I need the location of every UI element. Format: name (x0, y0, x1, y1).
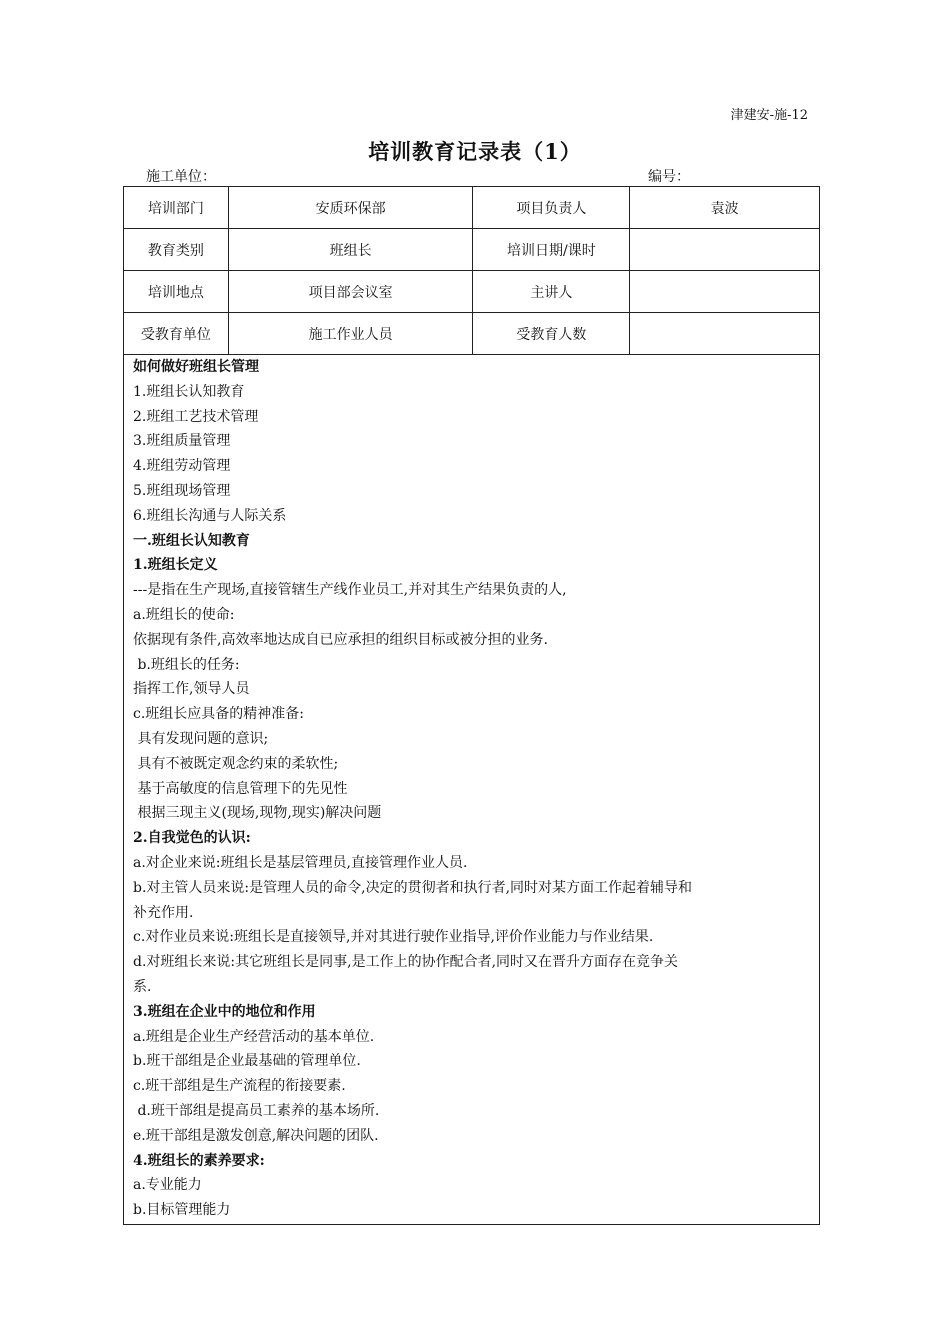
content-line: c.班干部组是生产流程的衔接要素. (133, 1078, 346, 1095)
field-value: 袁波 (630, 187, 820, 229)
content-line: 5.班组现场管理 (133, 482, 231, 499)
content-heading: 3.班组在企业中的地位和作用 (133, 1003, 316, 1020)
field-label: 受教育单位 (124, 313, 229, 355)
content-line: b.班组长的任务: (133, 656, 240, 673)
page-title: 培训教育记录表（1） (368, 139, 582, 164)
field-value (630, 229, 820, 271)
content-line: 6.班组长沟通与人际关系 (133, 507, 287, 524)
field-label: 教育类别 (124, 229, 229, 271)
content-line: 根据三现主义(现场,现物,现实)解决问题 (133, 805, 382, 822)
content-line: b.目标管理能力 (133, 1202, 231, 1219)
info-table (123, 186, 820, 355)
content-line: 2.班组工艺技术管理 (133, 408, 259, 425)
field-label: 主讲人 (473, 271, 630, 313)
content-line: b.班干部组是企业最基础的管理单位. (133, 1053, 361, 1070)
info-row (124, 271, 820, 313)
content-line: 具有不被既定观念约束的柔软性; (133, 755, 339, 772)
content-line: 1.班组长认知教育 (133, 383, 245, 400)
content-line: a.对企业来说:班组长是基层管理员,直接管理作业人员. (133, 854, 468, 871)
field-value (630, 271, 820, 313)
content-line: 具有发现问题的意识; (133, 730, 269, 747)
field-label: 培训部门 (124, 187, 229, 229)
field-value: 安质环保部 (228, 187, 473, 229)
content-line: 指挥工作,领导人员 (133, 681, 250, 698)
document-code: 津建安-施-12 (730, 108, 808, 123)
field-value: 班组长 (228, 229, 473, 271)
content-line: b.对主管人员来说:是管理人员的命令,决定的贯彻者和执行者,同时对某方面工作起着辅导和 (133, 879, 693, 896)
content-line: 补充作用. (133, 904, 194, 921)
content-heading: 如何做好班组长管理 (133, 359, 259, 375)
field-value: 项目部会议室 (228, 271, 473, 313)
content-line: c.对作业员来说:班组长是直接领导,并对其进行驶作业指导,评价作业能力与作业结果. (133, 929, 654, 946)
field-label: 培训地点 (124, 271, 229, 313)
info-row (124, 229, 820, 271)
content-line: 依据现有条件,高效率地达成自已应承担的组织目标或被分担的业务. (133, 631, 548, 648)
content-line: 系. (133, 978, 152, 995)
construction-unit-label: 施工单位： (146, 169, 216, 185)
content-line: ---是指在生产现场,直接管辖生产线作业员工,并对其生产结果负责的人, (133, 582, 567, 599)
content-heading: 4.班组长的素养要求: (133, 1152, 265, 1169)
content-heading: 一.班组长认知教育 (133, 532, 250, 549)
content-line: a.班组是企业生产经营活动的基本单位. (133, 1028, 375, 1045)
content-line: 基于高敏度的信息管理下的先见性 (133, 780, 348, 797)
content-line: a.专业能力 (133, 1177, 202, 1194)
content-line: 3.班组质量管理 (133, 433, 231, 450)
content-line: e.班干部组是激发创意,解决问题的团队. (133, 1127, 379, 1144)
field-label: 项目负责人 (473, 187, 630, 229)
training-content (123, 354, 820, 1225)
content-heading: 1.班组长定义 (133, 557, 218, 574)
content-line: d.对班组长来说:其它班组长是同事,是工作上的协作配合者,同时又在晋升方面存在竞争关 (133, 954, 679, 971)
content-line: c.班组长应具备的精神准备: (133, 706, 305, 723)
content-heading: 2.自我觉色的认识: (133, 830, 251, 847)
content-line: 4.班组劳动管理 (133, 458, 231, 475)
info-row (124, 187, 820, 229)
content-line: d.班干部组是提高员工素养的基本场所. (133, 1102, 380, 1119)
info-row (124, 313, 820, 355)
field-label: 培训日期/课时 (473, 229, 630, 271)
field-value: 施工作业人员 (228, 313, 473, 355)
number-label: 编号： (648, 169, 690, 185)
field-label: 受教育人数 (473, 313, 630, 355)
content-line: a.班组长的使命: (133, 606, 235, 623)
field-value (630, 313, 820, 355)
